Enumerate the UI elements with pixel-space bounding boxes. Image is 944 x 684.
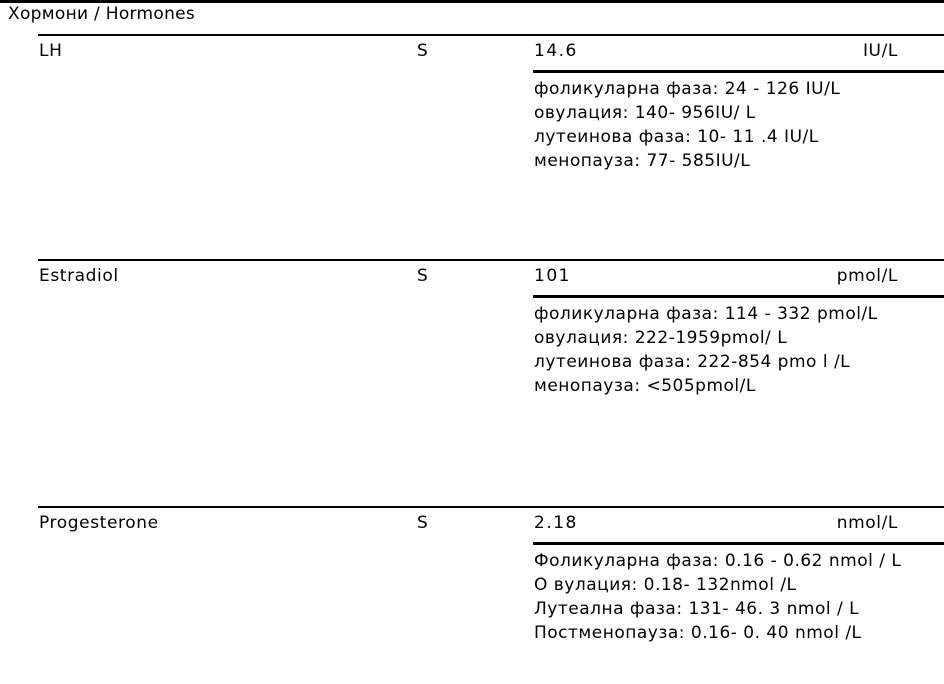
test-row-estradiol bbox=[0, 259, 944, 499]
result-value: 14.6 bbox=[534, 41, 578, 61]
reference-range-item: Лутеална фаза: 131- 46. 3 nmol / L bbox=[534, 599, 860, 619]
test-name: Estradiol bbox=[39, 266, 119, 286]
test-name: LH bbox=[39, 41, 63, 61]
result-value: 2.18 bbox=[534, 513, 578, 533]
reference-range-item: овулация: 222-1959pmol/ L bbox=[534, 328, 788, 348]
test-row-progesterone bbox=[0, 506, 944, 676]
reference-range-item: Фоликуларна фаза: 0.16 - 0.62 nmol / L bbox=[534, 551, 902, 571]
reference-divider bbox=[533, 542, 944, 545]
top-rule bbox=[0, 0, 944, 3]
result-unit: pmol/L bbox=[836, 266, 898, 286]
reference-range-item: фоликуларна фаза: 24 - 126 IU/L bbox=[534, 79, 841, 99]
reference-range-item: лутеинова фаза: 222-854 pmo l /L bbox=[534, 352, 851, 372]
reference-range-item: овулация: 140- 956IU/ L bbox=[534, 103, 756, 123]
result-unit: IU/L bbox=[862, 41, 898, 61]
reference-range-item: менопауза: <505pmol/L bbox=[534, 376, 756, 396]
test-row-lh bbox=[0, 34, 944, 254]
reference-ranges bbox=[534, 302, 878, 398]
reference-ranges bbox=[534, 77, 840, 173]
section-title: Хормони / Hormones bbox=[8, 4, 196, 24]
result-value: 101 bbox=[534, 266, 571, 286]
reference-range-item: Постменопауза: 0.16- 0. 40 nmol /L bbox=[534, 623, 862, 643]
reference-divider bbox=[533, 295, 944, 298]
row-divider bbox=[38, 34, 944, 36]
reference-range-item: О вулация: 0.18- 132nmol /L bbox=[534, 575, 797, 595]
reference-range-item: фоликуларна фаза: 114 - 332 pmol/L bbox=[534, 304, 878, 324]
row-divider bbox=[38, 259, 944, 261]
result-unit: nmol/L bbox=[836, 513, 898, 533]
row-divider bbox=[38, 506, 944, 508]
sample-type: S bbox=[417, 513, 428, 533]
reference-range-item: лутеинова фаза: 10- 11 .4 IU/L bbox=[534, 127, 819, 147]
test-name: Progesterone bbox=[39, 513, 159, 533]
reference-ranges bbox=[534, 549, 901, 645]
reference-range-item: менопауза: 77- 585IU/L bbox=[534, 151, 751, 171]
reference-divider bbox=[533, 70, 944, 73]
sample-type: S bbox=[417, 266, 428, 286]
sample-type: S bbox=[417, 41, 428, 61]
